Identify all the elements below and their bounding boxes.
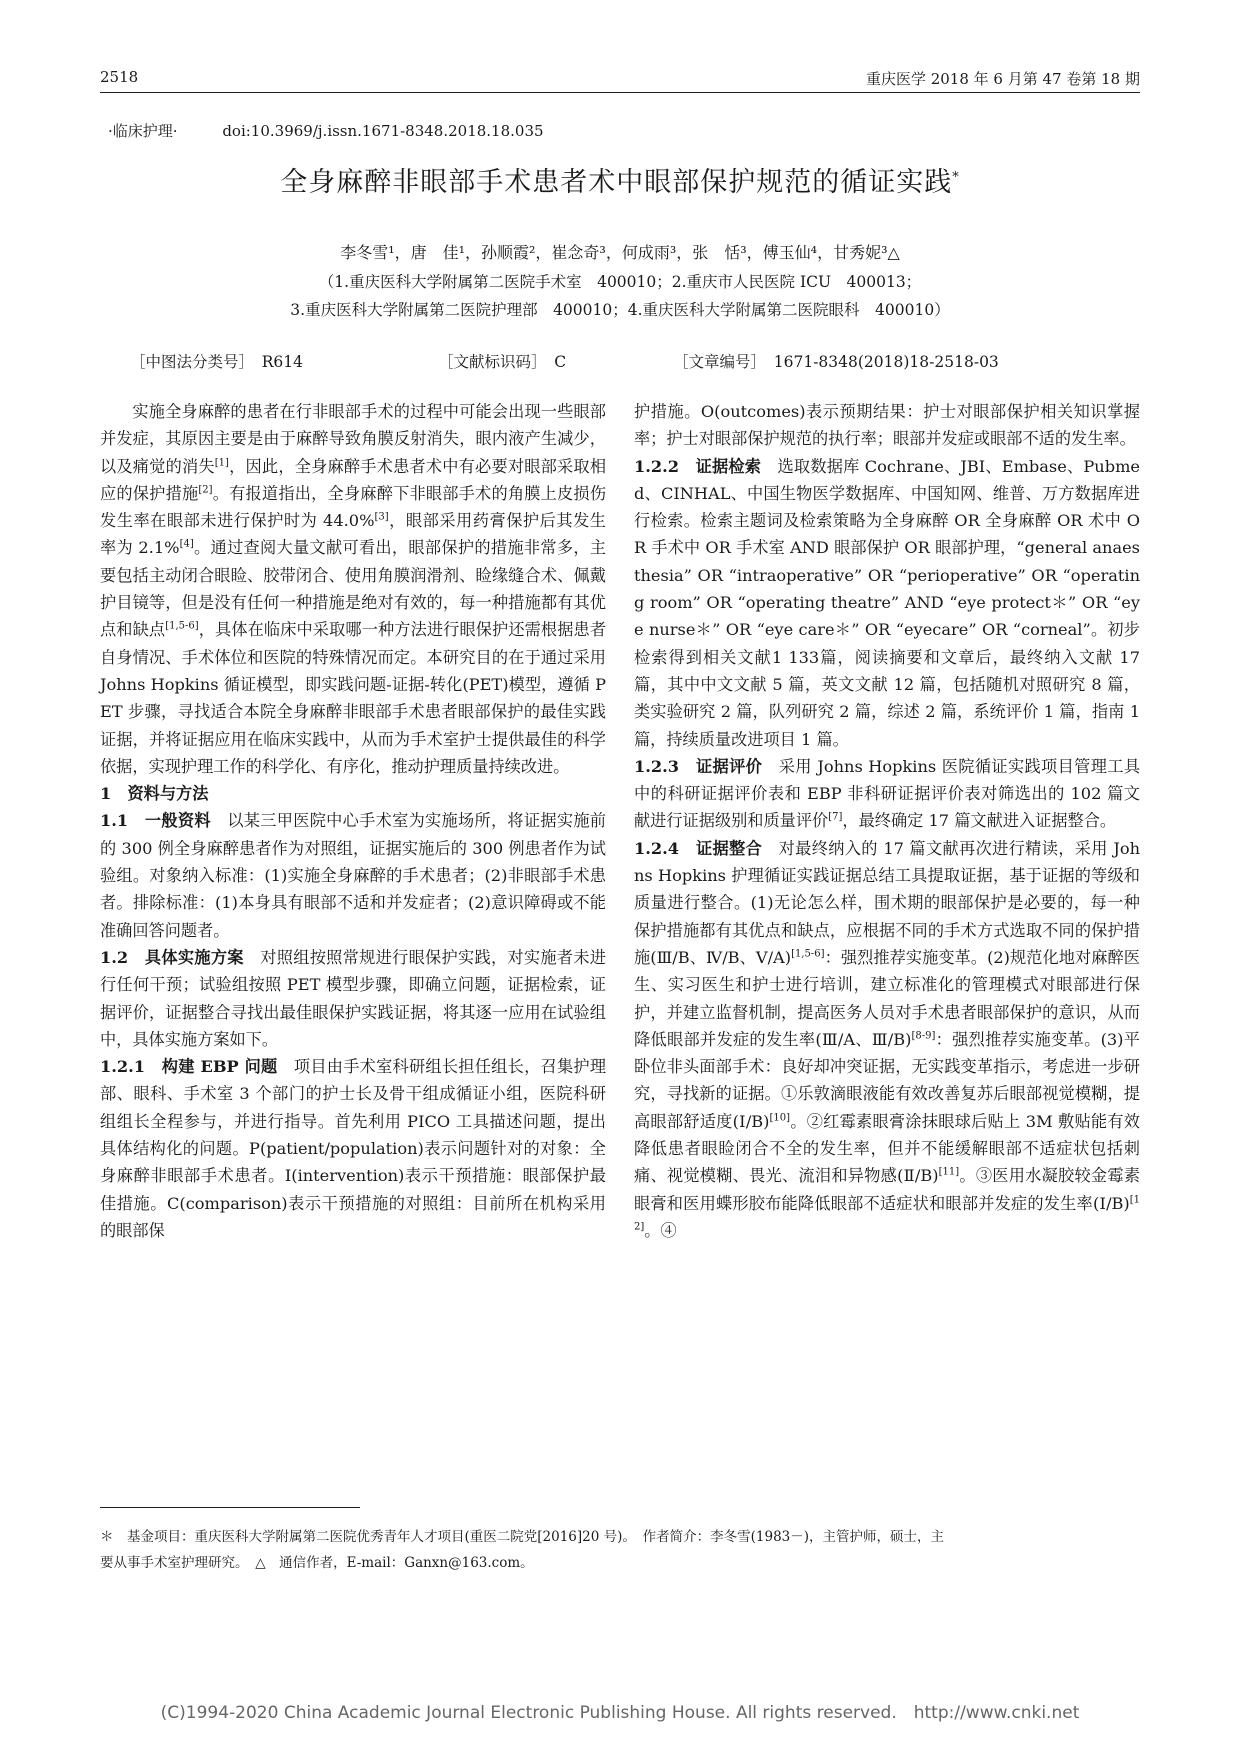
title-text: 全身麻醉非眼部手术患者术中眼部保护规范的循证实践	[280, 167, 953, 198]
journal-issue: 重庆医学 2018 年 6 月第 47 卷第 18 期	[865, 70, 1140, 88]
copyright-notice: (C)1994-2020 China Academic Journal Electronic Publishing House. All rights reserved. http://www.cnki.net	[160, 1703, 1080, 1723]
citation: [7]	[828, 812, 843, 824]
article-title	[100, 160, 1140, 199]
footnote-line-2: 要从事手术室护理研究。 △ 通信作者，E-mail：Ganxn@163.com。	[100, 1555, 534, 1571]
citation: [12]	[634, 1194, 1140, 1233]
page-number: 2518	[100, 68, 139, 86]
citation: [2]	[198, 484, 213, 496]
section-heading: 1 资料与方法	[100, 784, 209, 804]
citation: [4]	[179, 539, 194, 551]
author-list: 李冬雪¹，唐 佳¹，孙顺霞²，崔念奇³，何成雨³，张 恬³，傅玉仙⁴，甘秀妮³△	[340, 243, 900, 262]
continued-paragraph: 护措施。O(outcomes)表示预期结果：护士对眼部保护相关知识掌握率；护士对眼部保护规范的执行率；眼部并发症或眼部不适的发生率。	[634, 402, 1140, 449]
article-meta	[108, 120, 544, 141]
affiliation-line-2: 3.重庆医科大学附属第二医院护理部 400010；4.重庆医科大学附属第二医院眼科 400010）	[290, 301, 950, 319]
clc-number: ［中图法分类号］ R614	[130, 353, 304, 371]
subsection-1-2-2: 1.2.2 证据检索 选取数据库 Cochrane、JBI、Embase、Pubmed、CINHAL、中国生物医学数据库、中国知网、维普、万方数据库进行检索。检索主题词及检索策略为全身麻醉 OR 全身麻醉 OR 术中 OR 手术中 OR 手术室 AND 眼部保护 OR 眼部护理，“general anaesthesia” OR “intraoperative” OR “perioperative” OR “operating room” OR “operating theatre” AND “eye protect＊” OR “eye nurse＊” OR “eye care＊” OR “eyecare” OR “corneal”。初步检索得到相关文献1 133篇，阅读摘要和文章后，最终纳入文献 17 篇，其中中文文献 5 篇，英文文献 12 篇，包括随机对照研究 8 篇，类实验研究 2 篇，队列研究 2 篇，综述 2 篇，系统评价 1 篇，指南 1 篇，持续质量改进项目 1 篇。	[634, 456, 1140, 749]
header-divider	[100, 92, 1140, 93]
citation: [1]	[214, 457, 229, 469]
citation: [3]	[374, 511, 389, 523]
right-column	[634, 398, 1140, 1244]
document-code: ［文献标识码］ C	[438, 353, 567, 371]
subsection-heading: 1.2.4 证据整合	[634, 838, 763, 858]
footnote-line-1: ＊ 基金项目：重庆医科大学附属第二医院优秀青年人才项目(重医二院党[2016]20 号)。 作者简介：李冬雪(1983－)，主管护师，硕士，主	[100, 1529, 945, 1545]
citation: [11]	[938, 1166, 960, 1178]
subsection-1-1: 1.1 一般资料 以某三甲医院中心手术室为实施场所，将证据实施前的 300 例全身麻醉患者作为对照组，证据实施后的 300 例患者作为试验组。对象纳入标准：(1)实施全身麻醉的手术患者；(2)非眼部手术患者。排除标准：(1)本身具有眼部不适和并发症者；(2)意识障碍或不能准确回答问题者。	[100, 811, 606, 940]
intro-paragraph: 实施全身麻醉的患者在行非眼部手术的过程中可能会出现一些眼部并发症，其原因主要是由于麻醉导致角膜反射消失，眼内液产生减少，以及痛觉的消失[1]，因此，全身麻醉手术患者术中有必要对眼部采取相应的保护措施[2]。有报道指出，全身麻醉下非眼部手术的角膜上皮损伤发生率在眼部未进行保护时为 44.0%[3]，眼部采用药膏保护后其发生率为 2.1%[4]。通过查阅大量文献可看出，眼部保护的措施非常多，主要包括主动闭合眼睑、胶带闭合、使用角膜润滑剂、睑缘缝合术、佩戴护目镜等，但是没有任何一种措施是绝对有效的，每一种措施都有其优点和缺点[1,5-6]，具体在临床中采取哪一种方法进行眼保护还需根据患者自身情况、手术体位和医院的特殊情况而定。本研究目的在于通过采用 Johns Hopkins 循证模型，即实践问题-证据-转化(PET)模型，遵循 PET 步骤，寻找适合本院全身麻醉非眼部手术患者眼部保护的最佳实践证据，并将证据应用在临床实践中，从而为手术室护士提供最佳的科学依据，实现护理工作的科学化、有序化，推动护理质量持续改进。	[100, 402, 607, 776]
subsection-heading: 1.1 一般资料	[100, 811, 211, 831]
footnote	[100, 1524, 1140, 1576]
article-number: ［文章编号］ 1671-8348(2018)18-2518-03	[673, 353, 999, 371]
citation: [1,5-6]	[165, 620, 199, 632]
subsection-1-2: 1.2 具体实施方案 对照组按照常规进行眼保护实践，对实施者未进行任何干预；试验组按照 PET 模型步骤，即确立问题，证据检索，证据评价，证据整合寻找出最佳眼保护实践证据，将其逐一应用在试验组中，具体实施方案如下。	[100, 947, 606, 1049]
left-column	[100, 398, 606, 1244]
subsection-1-2-3: 1.2.3 证据评价 采用 Johns Hopkins 医院循证实践项目管理工具中的科研证据评价表和 EBP 非科研证据评价表对筛选出的 102 篇文献进行证据级别和质量评价[7]，最终确定 17 篇文献进入证据整合。	[634, 756, 1141, 831]
subsection-heading: 1.2.1 构建 EBP 问题	[100, 1057, 278, 1077]
subsection-1-2-4: 1.2.4 证据整合 对最终纳入的 17 篇文献再次进行精读，采用 Johns Hopkins 护理循证实践证据总结工具提取证据，基于证据的等级和质量进行整合。(1)无论怎么样，围术期的眼部保护是必要的，每一种保护措施都有其优点和缺点，应根据不同的手术方式选取不同的保护措施(Ⅲ/B、Ⅳ/B、Ⅴ/A)[1,5-6]：强烈推荐实施变革。(2)规范化地对麻醉医生、实习医生和护士进行培训，建立标准化的管理模式对眼部进行保护，并建立监督机制，提高医务人员对手术患者眼部保护的意识，从而降低眼部并发症的发生率(Ⅲ/A、Ⅲ/B)[8-9]：强烈推荐实施变革。(3)平卧位非头面部手术：良好却冲突证据，无实践变革指示，考虑进一步研究，寻找新的证据。①乐敦滴眼液能有效改善复苏后眼部视觉模糊，提高眼部舒适度(Ⅰ/B)[10]。②红霉素眼膏涂抹眼球后贴上 3M 敷贴能有效降低患者眼睑闭合不全的发生率，但并不能缓解眼部不适症状包括刺痛、视觉模糊、畏光、流泪和异物感(Ⅱ/B)[11]。③医用水凝胶较金霉素眼膏和医用蝶形胶布能降低眼部不适症状和眼部并发症的发生率(Ⅰ/B)[12]。④	[634, 838, 1141, 1240]
subsection-heading: 1.2 具体实施方案	[100, 947, 244, 967]
section-label: ·临床护理·	[108, 122, 178, 140]
citation: [1,5-6]	[791, 948, 825, 960]
subsection-1-2-1: 1.2.1 构建 EBP 问题 项目由手术室科研组长担任组长，召集护理部、眼科、手术室 3 个部门的护士长及骨干组成循证小组，医院科研组组长全程参与，并进行指导。首先利用 PICO 工具描述问题，提出具体结构化的问题。P(patient/population)表示问题针对的对象：全身麻醉非眼部手术患者。I(intervention)表示干预措施：眼部保护最佳措施。C(comparison)表示干预措施的对照组：目前所在机构采用的眼部保	[100, 1057, 607, 1240]
doi: doi:10.3969/j.issn.1671-8348.2018.18.035	[222, 122, 544, 140]
affiliation-line-1: （1.重庆医科大学附属第二医院手术室 400010；2.重庆市人民医院 ICU 400013；	[318, 273, 922, 291]
footnote-divider	[100, 1507, 360, 1508]
citation: [10]	[769, 1112, 791, 1124]
subsection-heading: 1.2.3 证据评价	[634, 756, 763, 776]
subsection-heading: 1.2.2 证据检索	[634, 456, 762, 476]
title-mark: *	[952, 170, 960, 185]
citation: [8-9]	[911, 1030, 936, 1042]
